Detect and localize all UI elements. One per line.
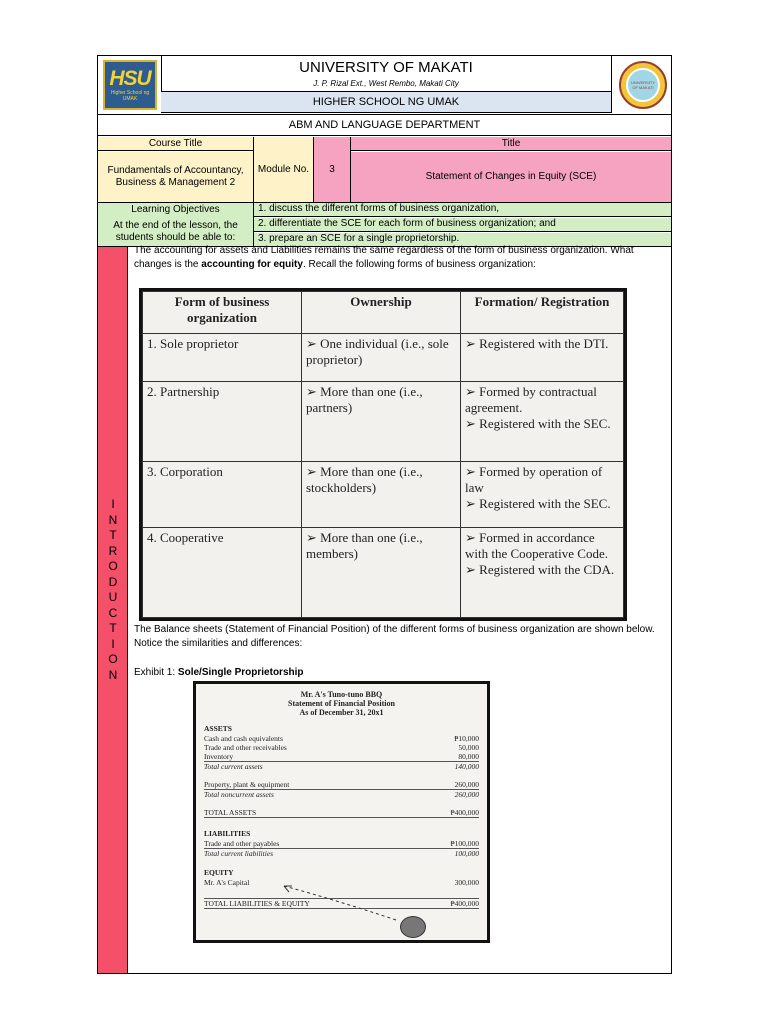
intro-paragraph: The accounting for assets and Liabilities remains the same regardless of the form of business organization. What changes is the accounting for equity. Recall the following forms of business organization: (134, 245, 634, 270)
fs-line: Cash and cash equivalents ₱10,000 (204, 734, 479, 743)
exhibit-caption: Exhibit 1: Sole/Single Proprietorship (134, 667, 304, 678)
introduction-label: I N T R O D U C T I O N (108, 497, 118, 682)
dashed-arrow-icon (276, 880, 416, 940)
registration-cell: ➢ Formed in accordance with the Cooperative Code. ➢ Registered with the CDA. (461, 528, 624, 618)
objective-item: 1. discuss the different forms of business organization, (254, 203, 671, 217)
fs-line: Total current liabilities 100,000 (204, 849, 479, 858)
fs-line: TOTAL ASSETS ₱400,000 (204, 808, 479, 817)
introduction-sidebar (98, 247, 128, 973)
form-cell: 2. Partnership (143, 382, 302, 462)
business-forms-table (139, 288, 627, 621)
course-title-label: Course Title (98, 137, 253, 151)
form-cell: 3. Corporation (143, 462, 302, 528)
ownership-cell: ➢ More than one (i.e., members) (302, 528, 461, 618)
university-name: UNIVERSITY OF MAKATI (299, 58, 473, 76)
objectives-label: Learning Objectives (98, 203, 253, 217)
divider (611, 56, 612, 113)
objective-item: 2. differentiate the SCE for each form of business organization; and (254, 218, 671, 232)
school-name: HIGHER SCHOOL NG UMAK (161, 91, 611, 113)
table-row (143, 334, 624, 382)
form-cell: 1. Sole proprietor (143, 334, 302, 382)
department-title: ABM AND LANGUAGE DEPARTMENT (98, 114, 671, 136)
ownership-cell: ➢ More than one (i.e., stockholders) (302, 462, 461, 528)
registration-cell: ➢ Formed by contractual agreement. ➢ Registered with the SEC. (461, 382, 624, 462)
form-cell: 4. Cooperative (143, 528, 302, 618)
university-address: J. P. Rizal Ext., West Rembo, Makati City (313, 79, 459, 88)
registration-cell: ➢ Registered with the DTI. (461, 334, 624, 382)
table-header: Ownership (302, 292, 461, 334)
table-row (143, 382, 624, 462)
cartoon-face-icon (400, 916, 426, 938)
hsu-logo: HSU Higher School ng UMAK (103, 60, 157, 110)
objective-item: 3. prepare an SCE for a single proprietorship. (254, 233, 671, 246)
fs-line: Property, plant & equipment 260,000 (204, 780, 479, 789)
module-label: Module No. (254, 137, 313, 202)
ownership-cell: ➢ One individual (i.e., sole proprietor) (302, 334, 461, 382)
fs-line: Trade and other receivables 50,000 (204, 743, 479, 752)
fs-line: Total current assets 140,000 (204, 762, 479, 771)
module-number: 3 (314, 137, 350, 202)
fs-liabilities-heading: LIABILITIES (204, 829, 251, 838)
fs-line: Mr. A's Capital 300,000 (204, 878, 479, 887)
table-header: Formation/ Registration (461, 292, 624, 334)
fs-total-line: TOTAL LIABILITIES & EQUITY ₱400,000 (204, 899, 479, 908)
fs-assets-heading: ASSETS (204, 724, 232, 733)
title-label: Title (351, 137, 671, 151)
fs-line: Trade and other payables ₱100,000 (204, 839, 479, 848)
fs-heading: Mr. A's Tuno-tuno BBQ Statement of Financial Position As of December 31, 20x1 (288, 690, 395, 717)
title-value: Statement of Changes in Equity (SCE) (351, 152, 671, 202)
university-seal: UNIVERSITY OF MAKATI (619, 61, 667, 109)
objectives-sublabel: At the end of the lesson, the students should be able to: (98, 217, 253, 246)
table-header: Form of business organization (143, 292, 302, 334)
module-page (97, 55, 672, 974)
registration-cell: ➢ Formed by operation of law ➢ Registered with the SEC. (461, 462, 624, 528)
table-row (143, 528, 624, 618)
ownership-cell: ➢ More than one (i.e., partners) (302, 382, 461, 462)
fs-line: Inventory 80,000 (204, 752, 479, 761)
financial-statement-image (193, 681, 490, 943)
fs-equity-heading: EQUITY (204, 868, 234, 877)
fs-line: Total noncurrent assets 260,000 (204, 790, 479, 799)
balance-sheet-paragraph: The Balance sheets (Statement of Financial Position) of the different forms of business organization are shown below. Notice the similarities and differences: (134, 624, 655, 649)
course-title-value: Fundamentals of Accountancy, Business & Management 2 (98, 152, 253, 202)
table-row (143, 462, 624, 528)
